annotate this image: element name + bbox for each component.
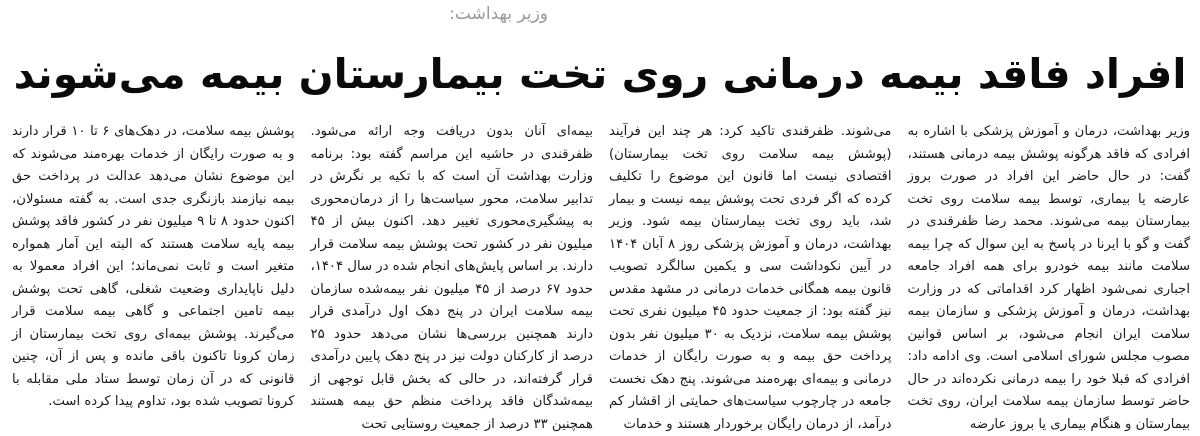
article-kicker: وزیر بهداشت: bbox=[449, 4, 548, 24]
body-column-2 bbox=[609, 121, 892, 432]
paragraph-text: می‌شوند. ظفرقندی تاکید کرد: هر چند این فرآیند (پوشش بیمه سلامت روی تخت بیمارستان) اقتصادی نیست اما قانون این موضوع را تکلیف کرده که اگر فردی تحت پوشش بیمه نیست و بیمار شد، باید روی تخت بیمارستان بیمه شود. وزیر بهداشت، درمان و آموزش پزشکی روز ۸ آبان ۱۴۰۴ در آیین نکوداشت سی و یکمین سالگرد تصویب قانون بیمه همگانی خدمات درمانی در مشهد مقدس نیز گفته بود: از جمعیت حدود ۴۵ میلیون نفری تحت پوشش بیمه سلامت، نزدیک به ۳۰ میلیون نفر بدون پرداخت حق بیمه و به صورت رایگان از خدمات درمانی و بیمه‌ای بهره‌مند می‌شوند. پنج دهک نخست جامعه در چارچوب سیاست‌های حمایتی از اقشار کم درآمد، از درمان رایگان برخوردار هستند و خدمات bbox=[609, 124, 892, 432]
paragraph-text: پوشش بیمه سلامت، در دهک‌های ۶ تا ۱۰ قرار دارند و به صورت رایگان از خدمات بهره‌مند می‌شوند که این موضوع نشان می‌دهد عدالت در پرداخت حق بیمه نیازمند بازنگری جدی است. به گفته مسئولان، اکنون حدود ۸ تا ۹ میلیون نفر در کشور فاقد پوشش بیمه پایه سلامت هستند که البته این آمار همواره متغیر است و ثابت نمی‌ماند؛ این افراد معمولا به دلیل ناپایداری وضعیت شغلی، گاهی تحت پوشش بیمه تامین اجتماعی و گاهی بیمه سلامت قرار می‌گیرند. پوشش بیمه‌ای روی تخت بیمارستان از زمان کرونا تاکنون باقی مانده و پس از آن، چنین قانونی که در آن زمان توسط ستاد ملی مقابله با کرونا تصویب شده بود، تداوم پیدا کرده است. bbox=[12, 124, 295, 409]
body-column-3 bbox=[310, 121, 594, 432]
paragraph-text: بیمه‌ای آنان بدون دریافت وجه ارائه می‌شود. ظفرقندی در حاشیه این مراسم گفته بود: برنامه وزارت بهداشت آن است که با تکیه بر نگرش در تدابیر سلامت، محور سیاست‌ها را از درمان‌محوری به پیشگیری‌محوری تغییر دهد. اکنون بیش از ۴۵ میلیون نفر در کشور تحت پوشش بیمه سلامت قرار دارند. بر اساس پایش‌های انجام شده در سال ۱۴۰۴، حدود ۶۷ درصد از ۴۵ میلیون نفر بیمه‌شده سازمان بیمه سلامت ایران در پنج دهک اول درآمدی قرار دارند همچنین بررسی‌ها نشان می‌دهد حدود ۲۵ درصد از کارکنان دولت نیز در پنج دهک پایین درآمدی قرار گرفته‌اند، در حالی که بخش قابل توجهی از بیمه‌شدگان فاقد پرداخت منظم حق بیمه هستند همچنین ۳۳ درصد از جمعیت روستایی تحت bbox=[310, 124, 593, 432]
article-body bbox=[12, 121, 1190, 432]
body-column-1 bbox=[907, 121, 1191, 432]
article-headline: افراد فاقد بیمه درمانی روی تخت بیمارستان بیمه می‌شوند bbox=[13, 50, 1187, 98]
body-column-4 bbox=[12, 121, 295, 416]
paragraph-text: وزیر بهداشت، درمان و آموزش پزشکی با اشاره به افرادی که فاقد هرگونه پوشش بیمه درمانی هستند، گفت: در حال حاضر این افراد در صورت بروز عارضه یا بیماری، توسط بیمه سلامت روی تخت بیمارستان بیمه می‌شوند. محمد رضا ظفرقندی در گفت و گو با ایرنا در پاسخ به این سوال که چرا بیمه سلامت مانند بیمه خودرو برای همه افراد جامعه اجباری نمی‌شود اظهار کرد اقداماتی که در وزارت بهداشت، درمان و آموزش پزشکی و سازمان بیمه سلامت ایران انجام می‌شود، بر اساس قوانین مصوب مجلس شورای اسلامی است. وی ادامه داد: افرادی که قبلا خود را بیمه درمانی نکرده‌اند در حال حاضر توسط سازمان بیمه سلامت ایران، روی تخت بیمارستان و هنگام بیماری یا بروز عارضه bbox=[907, 124, 1190, 432]
